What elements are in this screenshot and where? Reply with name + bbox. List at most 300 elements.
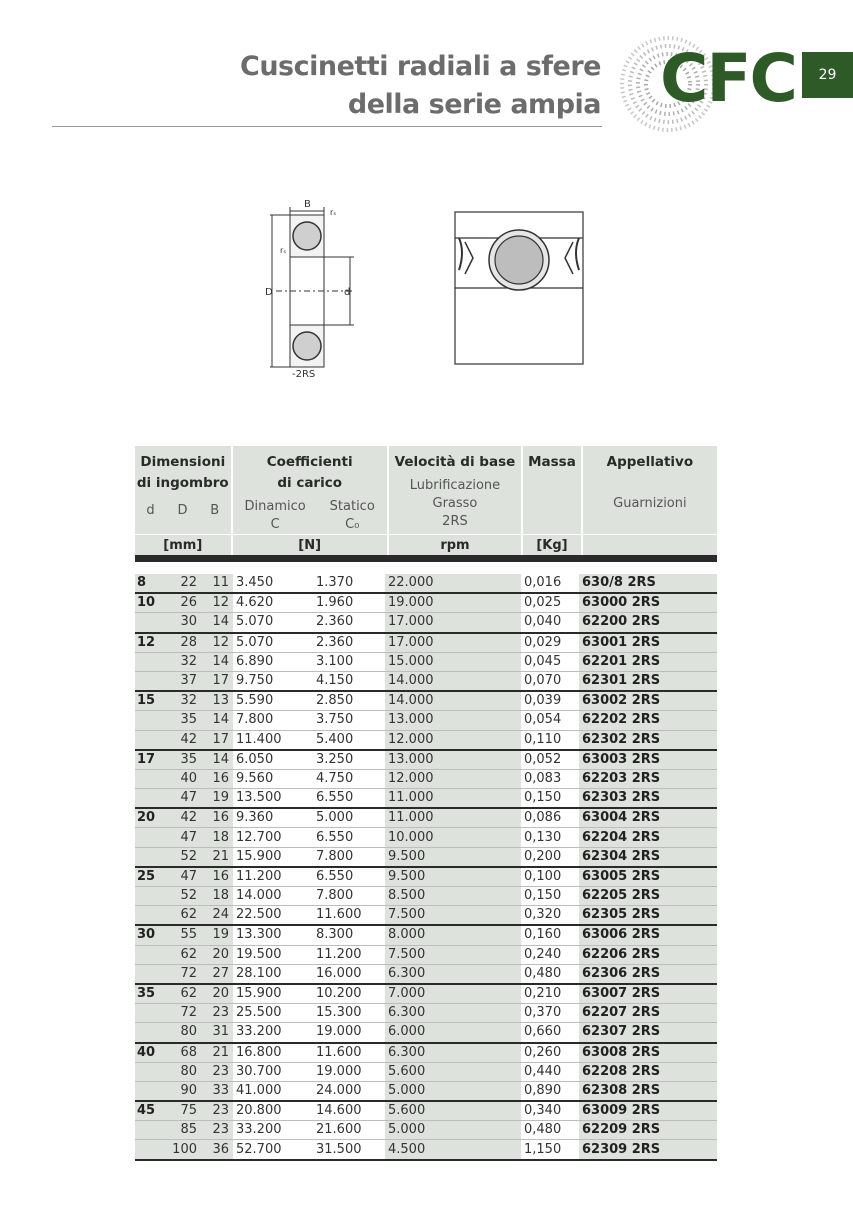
- cell-outer-D: 52: [169, 887, 201, 906]
- cell-outer-D: 37: [169, 671, 201, 691]
- cell-dynamic-load: 52.700: [233, 1140, 313, 1160]
- cell-dynamic-load: 30.700: [233, 1062, 313, 1081]
- page-title: [240, 48, 601, 124]
- cell-speed: 5.000: [385, 1081, 521, 1101]
- cell-width-B: 21: [201, 847, 233, 867]
- cell-mass: 0,054: [521, 711, 579, 730]
- cell-static-load: 21.600: [313, 1121, 385, 1140]
- cell-static-load: 2.850: [313, 691, 385, 711]
- cell-outer-D: 40: [169, 769, 201, 788]
- header-statico: Statico: [329, 499, 375, 514]
- cell-mass: 0,029: [521, 633, 579, 653]
- cell-dynamic-load: 11.200: [233, 867, 313, 887]
- unit-kg: [Kg]: [522, 535, 582, 556]
- cell-static-load: 5.000: [313, 808, 385, 828]
- cell-speed: 11.000: [385, 789, 521, 809]
- table-row: [135, 1081, 717, 1101]
- cell-speed: 22.000: [385, 574, 521, 593]
- cell-width-B: 16: [201, 867, 233, 887]
- cell-d: 17: [135, 750, 169, 770]
- cell-outer-D: 47: [169, 828, 201, 847]
- cell-outer-D: 72: [169, 964, 201, 984]
- cell-mass: 0,045: [521, 652, 579, 671]
- cell-speed: 4.500: [385, 1140, 521, 1160]
- unit-n: [N]: [232, 535, 388, 556]
- label-b: B: [304, 199, 311, 210]
- cell-static-load: 1.960: [313, 593, 385, 613]
- cell-static-load: 11.600: [313, 906, 385, 926]
- table-row: [135, 1062, 717, 1081]
- cell-designation: 630/8 2RS: [579, 574, 717, 593]
- cell-outer-D: 100: [169, 1140, 201, 1160]
- cell-d: [135, 789, 169, 809]
- cell-speed: 6.000: [385, 1023, 521, 1043]
- cell-d: 45: [135, 1101, 169, 1121]
- cell-d: [135, 1140, 169, 1160]
- header-d: d: [146, 503, 155, 518]
- cell-dynamic-load: 6.890: [233, 652, 313, 671]
- cell-dynamic-load: 41.000: [233, 1081, 313, 1101]
- cell-designation: 62309 2RS: [579, 1140, 717, 1160]
- table-row: [135, 808, 717, 828]
- cell-outer-D: 55: [169, 925, 201, 945]
- cell-mass: 0,016: [521, 574, 579, 593]
- cell-static-load: 4.750: [313, 769, 385, 788]
- cell-d: [135, 730, 169, 750]
- cell-designation: 62209 2RS: [579, 1121, 717, 1140]
- table-row: [135, 1043, 717, 1063]
- cell-outer-D: 75: [169, 1101, 201, 1121]
- cell-width-B: 14: [201, 750, 233, 770]
- cell-dynamic-load: 5.070: [233, 613, 313, 633]
- cell-d: 35: [135, 984, 169, 1004]
- cell-width-B: 31: [201, 1023, 233, 1043]
- header-separator: [135, 555, 717, 562]
- cell-outer-D: 32: [169, 691, 201, 711]
- cell-mass: 0,150: [521, 887, 579, 906]
- table-row: [135, 789, 717, 809]
- cell-outer-D: 26: [169, 593, 201, 613]
- table-row: [135, 574, 717, 593]
- table-row: [135, 730, 717, 750]
- cell-dynamic-load: 3.450: [233, 574, 313, 593]
- table-row: [135, 691, 717, 711]
- table-units-row: [135, 535, 717, 556]
- header-lubrificazione: Lubrificazione: [409, 478, 501, 493]
- cell-mass: 0,480: [521, 1121, 579, 1140]
- cell-outer-D: 62: [169, 984, 201, 1004]
- cell-static-load: 31.500: [313, 1140, 385, 1160]
- bearing-seal-drawing: [445, 208, 590, 368]
- cell-d: [135, 828, 169, 847]
- cell-outer-D: 62: [169, 945, 201, 964]
- table-row: [135, 847, 717, 867]
- cell-dynamic-load: 33.200: [233, 1121, 313, 1140]
- cell-mass: 0,240: [521, 945, 579, 964]
- cell-designation: 63002 2RS: [579, 691, 717, 711]
- cell-speed: 9.500: [385, 867, 521, 887]
- cell-d: [135, 1023, 169, 1043]
- cell-speed: 15.000: [385, 652, 521, 671]
- cell-designation: 63006 2RS: [579, 925, 717, 945]
- cell-static-load: 16.000: [313, 964, 385, 984]
- cell-dynamic-load: 15.900: [233, 847, 313, 867]
- header-B: B: [210, 503, 220, 518]
- cell-outer-D: 28: [169, 633, 201, 653]
- cell-mass: 0,340: [521, 1101, 579, 1121]
- cell-designation: 62207 2RS: [579, 1004, 717, 1023]
- header-massa: Massa: [528, 454, 576, 470]
- cell-width-B: 33: [201, 1081, 233, 1101]
- header-coefficienti: Coefficienti: [266, 454, 353, 470]
- table-row: [135, 984, 717, 1004]
- table-row: [135, 750, 717, 770]
- cell-d: [135, 1062, 169, 1081]
- table-row: [135, 1121, 717, 1140]
- cell-speed: 14.000: [385, 691, 521, 711]
- cell-dynamic-load: 6.050: [233, 750, 313, 770]
- header-appellativo: Appellativo: [606, 454, 694, 470]
- cell-designation: 62308 2RS: [579, 1081, 717, 1101]
- cell-designation: 63004 2RS: [579, 808, 717, 828]
- cell-speed: 6.300: [385, 1043, 521, 1063]
- cell-designation: 62306 2RS: [579, 964, 717, 984]
- page-number-badge: [802, 52, 853, 98]
- unit-mm: [mm]: [135, 535, 232, 556]
- page-title-line2: della serie ampia: [347, 89, 601, 120]
- table-row: [135, 867, 717, 887]
- cell-width-B: 19: [201, 789, 233, 809]
- cell-width-B: 17: [201, 730, 233, 750]
- cell-mass: 0,040: [521, 613, 579, 633]
- cell-designation: 62303 2RS: [579, 789, 717, 809]
- cfc-logo: CFC: [660, 40, 796, 117]
- cell-d: [135, 671, 169, 691]
- cell-static-load: 11.200: [313, 945, 385, 964]
- cell-static-load: 4.150: [313, 671, 385, 691]
- cell-d: 25: [135, 867, 169, 887]
- cell-outer-D: 47: [169, 789, 201, 809]
- cell-speed: 13.000: [385, 711, 521, 730]
- cell-mass: 0,025: [521, 593, 579, 613]
- cell-designation: 63000 2RS: [579, 593, 717, 613]
- table-row: [135, 671, 717, 691]
- cell-d: [135, 769, 169, 788]
- cell-dynamic-load: 9.560: [233, 769, 313, 788]
- cell-mass: 0,130: [521, 828, 579, 847]
- cell-speed: 17.000: [385, 633, 521, 653]
- table-row: [135, 613, 717, 633]
- cell-mass: 0,052: [521, 750, 579, 770]
- table-row: [135, 633, 717, 653]
- cell-speed: 8.500: [385, 887, 521, 906]
- cell-mass: 0,200: [521, 847, 579, 867]
- cell-speed: 5.600: [385, 1101, 521, 1121]
- header-dimensioni: Dimensioni: [140, 454, 226, 470]
- cell-width-B: 23: [201, 1121, 233, 1140]
- cell-designation: 62302 2RS: [579, 730, 717, 750]
- label-rs-top: rₛ: [330, 208, 337, 217]
- cell-static-load: 7.800: [313, 887, 385, 906]
- cell-dynamic-load: 14.000: [233, 887, 313, 906]
- cell-mass: 0,070: [521, 671, 579, 691]
- cell-static-load: 19.000: [313, 1062, 385, 1081]
- cell-d: [135, 1004, 169, 1023]
- cell-d: [135, 711, 169, 730]
- cell-static-load: 7.800: [313, 847, 385, 867]
- header-spacer: [135, 562, 717, 568]
- cell-d: [135, 613, 169, 633]
- cell-width-B: 36: [201, 1140, 233, 1160]
- cell-outer-D: 22: [169, 574, 201, 593]
- cell-speed: 11.000: [385, 808, 521, 828]
- cell-width-B: 13: [201, 691, 233, 711]
- cell-outer-D: 52: [169, 847, 201, 867]
- cell-d: [135, 964, 169, 984]
- cell-dynamic-load: 11.400: [233, 730, 313, 750]
- cell-dynamic-load: 28.100: [233, 964, 313, 984]
- header-grasso: Grasso: [432, 496, 478, 511]
- cell-mass: 0,160: [521, 925, 579, 945]
- cell-outer-D: 42: [169, 730, 201, 750]
- cell-outer-D: 90: [169, 1081, 201, 1101]
- cell-designation: 62305 2RS: [579, 906, 717, 926]
- cell-width-B: 24: [201, 906, 233, 926]
- cell-dynamic-load: 5.070: [233, 633, 313, 653]
- drawing-caption: -2RS: [292, 369, 316, 380]
- cell-speed: 17.000: [385, 613, 521, 633]
- cell-designation: 62204 2RS: [579, 828, 717, 847]
- cell-mass: 0,370: [521, 1004, 579, 1023]
- cell-mass: 0,210: [521, 984, 579, 1004]
- cell-designation: 63007 2RS: [579, 984, 717, 1004]
- header-base-speed: [388, 446, 522, 535]
- cell-width-B: 23: [201, 1101, 233, 1121]
- label-outer-diameter: D: [265, 287, 273, 298]
- cell-designation: 62200 2RS: [579, 613, 717, 633]
- cell-dynamic-load: 4.620: [233, 593, 313, 613]
- cell-width-B: 12: [201, 633, 233, 653]
- cell-mass: 1,150: [521, 1140, 579, 1160]
- unit-rpm: rpm: [388, 535, 522, 556]
- header-velocita: Velocità di base: [394, 454, 516, 470]
- cell-outer-D: 80: [169, 1062, 201, 1081]
- cell-outer-D: 68: [169, 1043, 201, 1063]
- cell-dynamic-load: 7.800: [233, 711, 313, 730]
- cell-dynamic-load: 9.360: [233, 808, 313, 828]
- table-header-row: [135, 446, 717, 535]
- cell-d: [135, 652, 169, 671]
- header-guarnizioni: Guarnizioni: [613, 496, 687, 511]
- cell-dynamic-load: 9.750: [233, 671, 313, 691]
- table-row: [135, 769, 717, 788]
- cell-designation: 62201 2RS: [579, 652, 717, 671]
- cell-dynamic-load: 12.700: [233, 828, 313, 847]
- cell-outer-D: 30: [169, 613, 201, 633]
- cell-outer-D: 42: [169, 808, 201, 828]
- cell-static-load: 14.600: [313, 1101, 385, 1121]
- cell-speed: 5.600: [385, 1062, 521, 1081]
- cell-static-load: 1.370: [313, 574, 385, 593]
- cell-static-load: 2.360: [313, 613, 385, 633]
- cell-width-B: 18: [201, 887, 233, 906]
- table-row: [135, 925, 717, 945]
- cell-static-load: 3.100: [313, 652, 385, 671]
- cell-speed: 9.500: [385, 847, 521, 867]
- cell-dynamic-load: 22.500: [233, 906, 313, 926]
- cell-designation: 63008 2RS: [579, 1043, 717, 1063]
- cell-width-B: 23: [201, 1004, 233, 1023]
- header-D: D: [177, 503, 188, 518]
- page-title-line1: Cuscinetti radiali a sfere: [240, 51, 601, 82]
- cell-d: [135, 906, 169, 926]
- cell-outer-D: 85: [169, 1121, 201, 1140]
- table-row: [135, 1140, 717, 1160]
- cell-speed: 7.000: [385, 984, 521, 1004]
- cell-outer-D: 35: [169, 750, 201, 770]
- cell-width-B: 27: [201, 964, 233, 984]
- cell-static-load: 6.550: [313, 828, 385, 847]
- cell-designation: 62203 2RS: [579, 769, 717, 788]
- cell-speed: 8.000: [385, 925, 521, 945]
- cell-d: 10: [135, 593, 169, 613]
- table-row: [135, 652, 717, 671]
- cell-static-load: 24.000: [313, 1081, 385, 1101]
- cell-outer-D: 35: [169, 711, 201, 730]
- cell-mass: 0,086: [521, 808, 579, 828]
- cell-width-B: 20: [201, 984, 233, 1004]
- cell-width-B: 18: [201, 828, 233, 847]
- cell-static-load: 6.550: [313, 867, 385, 887]
- cell-designation: 62307 2RS: [579, 1023, 717, 1043]
- cell-outer-D: 32: [169, 652, 201, 671]
- header-dinamico-sym: C: [270, 517, 280, 532]
- cell-outer-D: 72: [169, 1004, 201, 1023]
- cell-static-load: 11.600: [313, 1043, 385, 1063]
- cell-outer-D: 47: [169, 867, 201, 887]
- cell-mass: 0,110: [521, 730, 579, 750]
- cell-mass: 0,480: [521, 964, 579, 984]
- cell-speed: 12.000: [385, 730, 521, 750]
- cell-speed: 12.000: [385, 769, 521, 788]
- header-grasso-2rs: 2RS: [442, 514, 468, 529]
- cell-d: 20: [135, 808, 169, 828]
- cell-width-B: 14: [201, 711, 233, 730]
- cell-speed: 7.500: [385, 945, 521, 964]
- cell-static-load: 6.550: [313, 789, 385, 809]
- header-dinamico: Dinamico: [244, 499, 306, 514]
- cell-d: 30: [135, 925, 169, 945]
- cell-d: [135, 1081, 169, 1101]
- cell-dynamic-load: 13.500: [233, 789, 313, 809]
- cell-d: [135, 887, 169, 906]
- cell-dynamic-load: 16.800: [233, 1043, 313, 1063]
- cell-width-B: 16: [201, 769, 233, 788]
- cell-dynamic-load: 15.900: [233, 984, 313, 1004]
- header-divider: [52, 126, 602, 127]
- cell-outer-D: 80: [169, 1023, 201, 1043]
- cell-mass: 0,150: [521, 789, 579, 809]
- cell-speed: 6.300: [385, 964, 521, 984]
- cell-width-B: 16: [201, 808, 233, 828]
- cell-designation: 62304 2RS: [579, 847, 717, 867]
- cell-designation: 62202 2RS: [579, 711, 717, 730]
- cell-width-B: 14: [201, 652, 233, 671]
- cell-mass: 0,260: [521, 1043, 579, 1063]
- cell-width-B: 12: [201, 593, 233, 613]
- cell-speed: 19.000: [385, 593, 521, 613]
- cell-speed: 5.000: [385, 1121, 521, 1140]
- header-mass: [522, 446, 582, 535]
- cell-static-load: 2.360: [313, 633, 385, 653]
- cell-static-load: 5.400: [313, 730, 385, 750]
- cell-designation: 62208 2RS: [579, 1062, 717, 1081]
- cell-outer-D: 62: [169, 906, 201, 926]
- bearing-spec-table: [135, 446, 717, 568]
- cell-mass: 0,660: [521, 1023, 579, 1043]
- cell-d: 40: [135, 1043, 169, 1063]
- cell-static-load: 15.300: [313, 1004, 385, 1023]
- cell-width-B: 19: [201, 925, 233, 945]
- header-statico-sym: C₀: [345, 517, 360, 532]
- cell-designation: 62206 2RS: [579, 945, 717, 964]
- cell-d: [135, 1121, 169, 1140]
- header-dimensions: [135, 446, 232, 535]
- cell-mass: 0,890: [521, 1081, 579, 1101]
- table-row: [135, 906, 717, 926]
- cell-dynamic-load: 5.590: [233, 691, 313, 711]
- cell-d: 8: [135, 574, 169, 593]
- cell-designation: 62301 2RS: [579, 671, 717, 691]
- cell-width-B: 17: [201, 671, 233, 691]
- cell-d: 15: [135, 691, 169, 711]
- cell-width-B: 21: [201, 1043, 233, 1063]
- table-row: [135, 1101, 717, 1121]
- cell-width-B: 23: [201, 1062, 233, 1081]
- cell-static-load: 8.300: [313, 925, 385, 945]
- cell-dynamic-load: 25.500: [233, 1004, 313, 1023]
- table-row: [135, 593, 717, 613]
- table-row: [135, 1004, 717, 1023]
- cell-d: [135, 847, 169, 867]
- table-row: [135, 711, 717, 730]
- cell-mass: 0,440: [521, 1062, 579, 1081]
- table-row: [135, 887, 717, 906]
- label-inner-diameter: d: [344, 287, 351, 298]
- cell-width-B: 14: [201, 613, 233, 633]
- cell-designation: 62205 2RS: [579, 887, 717, 906]
- unit-blank: [582, 535, 717, 556]
- cell-dynamic-load: 33.200: [233, 1023, 313, 1043]
- cell-speed: 6.300: [385, 1004, 521, 1023]
- page-number: 29: [818, 67, 837, 83]
- bearing-data-rows: [135, 574, 717, 1161]
- label-rs-side: rₛ: [280, 246, 287, 255]
- header-di-carico: di carico: [277, 475, 342, 491]
- cell-mass: 0,100: [521, 867, 579, 887]
- table-row: [135, 945, 717, 964]
- cell-designation: 63005 2RS: [579, 867, 717, 887]
- cell-designation: 63009 2RS: [579, 1101, 717, 1121]
- bearing-section-drawing: [262, 195, 372, 380]
- table-row: [135, 828, 717, 847]
- table-row: [135, 1023, 717, 1043]
- header-load-coefficients: [232, 446, 388, 535]
- table-row: [135, 964, 717, 984]
- cell-static-load: 10.200: [313, 984, 385, 1004]
- cell-designation: 63003 2RS: [579, 750, 717, 770]
- cell-dynamic-load: 13.300: [233, 925, 313, 945]
